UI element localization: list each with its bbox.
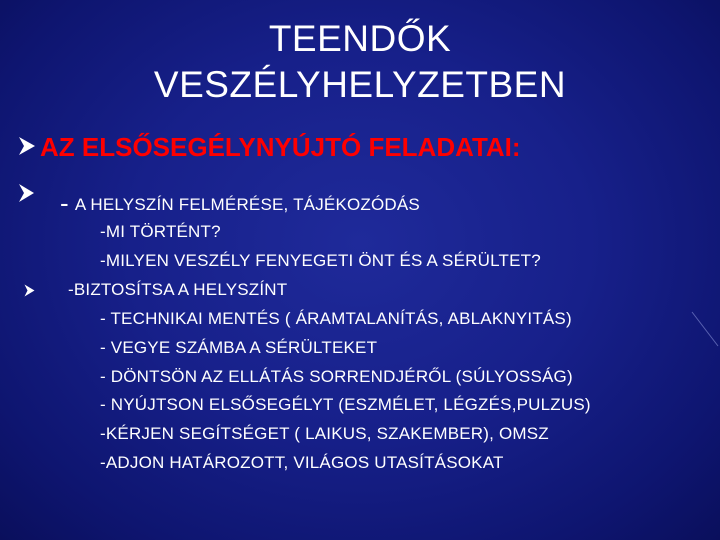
arrow-bullet-icon: [18, 136, 36, 156]
arrow-bullet-icon: [18, 183, 35, 208]
list-item: [100, 424, 549, 444]
list-item: [100, 222, 221, 242]
list-item: [100, 395, 591, 415]
list-item-text: -ADJON HATÁROZOTT, VILÁGOS UTASÍTÁSOKAT: [100, 453, 504, 472]
list-item: [68, 280, 287, 300]
heading-text: AZ ELSŐSEGÉLYNYÚJTÓ FELADATAI:: [40, 132, 521, 162]
list-item-text: - VEGYE SZÁMBA A SÉRÜLTEKET: [100, 338, 378, 357]
list-item: [100, 251, 541, 271]
list-item-text: -MI TÖRTÉNT?: [100, 222, 221, 241]
list-item-text: -KÉRJEN SEGÍTSÉGET ( LAIKUS, SZAKEMBER), OMSZ: [100, 424, 549, 443]
list-item-text: - DÖNTSÖN AZ ELLÁTÁS SORRENDJÉRŐL (SÚLYOSSÁG): [100, 367, 573, 386]
list-item-text: - TECHNIKAI MENTÉS ( ÁRAMTALANÍTÁS, ABLAKNYITÁS): [100, 309, 572, 328]
list-item-text: -MILYEN VESZÉLY FENYEGETI ÖNT ÉS A SÉRÜLTET?: [100, 251, 541, 270]
list-item: [100, 309, 572, 329]
list-item: [100, 453, 504, 473]
slide-title: [0, 16, 720, 108]
title-line-2: VESZÉLYHELYZETBEN: [153, 64, 567, 105]
list-item: [60, 188, 420, 219]
list-item-text: A HELYSZÍN FELMÉRÉSE, TÁJÉKOZÓDÁS: [74, 195, 420, 214]
list-item-text: -BIZTOSÍTSA A HELYSZÍNT: [68, 280, 288, 299]
decorative-line: [690, 310, 720, 350]
list-item-dash: -: [60, 188, 69, 218]
list-item-text: - NYÚJTSON ELSŐSEGÉLYT (ESZMÉLET, LÉGZÉS,PULZUS): [100, 395, 591, 414]
list-item: [100, 338, 377, 358]
list-item: [100, 367, 573, 387]
section-heading: [18, 132, 521, 163]
title-line-1: TEENDŐK: [268, 18, 452, 59]
arrow-bullet-icon: [24, 284, 35, 302]
